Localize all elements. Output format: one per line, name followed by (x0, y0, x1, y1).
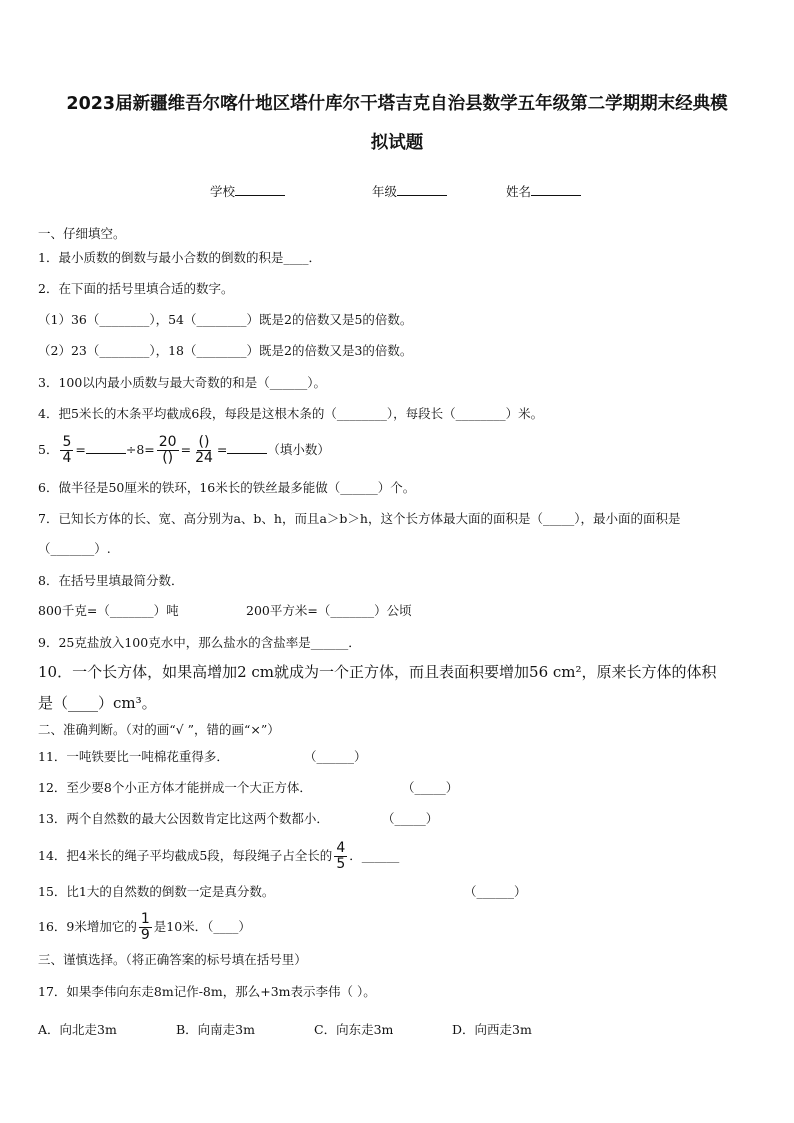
question-13: 13．两个自然数的最大公因数肯定比这两个数都小． (38, 811, 329, 826)
exam-title-line1: 2023届新疆维吾尔喀什地区塔什库尔干塔吉克自治县数学五年级第二学期期末经典模 (66, 94, 728, 114)
question-12-answer[interactable]: （_____） (402, 780, 459, 795)
question-10-line2: 是（____）cm³。 (38, 694, 157, 712)
fraction-blank-24: $\frac{()}{24}$ (195, 434, 213, 466)
section-choice: 三、谨慎选择。（将正确答案的标号填在括号里） (38, 952, 307, 967)
question-11-answer[interactable]: （______） (304, 749, 367, 764)
question-7-line1: 7．已知长方体的长、宽、高分别为a、b、h，而且a＞b＞h，这个长方体最大面的面积是（_____），最小面的面积是 (38, 511, 681, 526)
question-4: 4．把5米长的木条平均截成6段，每段是这根木条的（________），每段长（________）米。 (38, 406, 544, 421)
question-8-part-a: 800千克=（_______）吨 (38, 603, 179, 618)
question-2: 2．在下面的括号里填合适的数字。 (38, 281, 234, 296)
name-label: 姓名 (506, 184, 532, 199)
grade-label: 年级 (372, 184, 398, 199)
fraction-5-4: $\frac{5}{4}$ (62, 434, 72, 466)
fraction-4-5: $\frac{4}{5}$ (336, 840, 346, 872)
question-6: 6．做半径是50厘米的铁环，16米长的铁丝最多能做（______）个。 (38, 480, 416, 495)
question-7-line2: （_______）. (38, 541, 111, 556)
question-15-answer[interactable]: （______） (464, 884, 527, 899)
question-11: 11．一吨铁要比一吨棉花重得多． (38, 749, 229, 764)
section-fill-in: 一、仔细填空。 (38, 226, 126, 241)
question-9: 9．25克盐放入100克水中，那么盐水的含盐率是______． (38, 635, 361, 650)
question-2-part-2: （2）23（________），18（________）既是2的倍数又是3的倍数。 (38, 343, 413, 358)
question-3: 3．100以内最小质数与最大奇数的和是（______）。 (38, 375, 327, 390)
name-field[interactable] (506, 182, 581, 200)
question-14: 14．把4米长的绳子平均截成5段，每段绳子占全长的 $\frac{4}{5}$ ．______ (38, 840, 400, 872)
section-judge: 二、准确判断。（对的画“√ ”，错的画“×”） (38, 722, 280, 737)
question-10-line1: 10．一个长方体，如果高增加2 cm就成为一个正方体，而且表面积要增加56 cm²，原来长方体的体积 (38, 663, 717, 681)
question-16: 16．9米增加它的 $\frac{1}{9}$ 是10米．（____） (38, 911, 251, 943)
question-12: 12．至少要8个小正方体才能拼成一个大正方体． (38, 780, 312, 795)
question-5: 5． $\frac{5}{4}$ = ÷8= $\frac{20}{()}$ = $\frac{()}{24}$ = （填小数） (38, 434, 330, 466)
exam-title-line2: 拟试题 (370, 133, 424, 153)
question-15: 15．比1大的自然数的倒数一定是真分数。 (38, 884, 275, 899)
question-17: 17．如果李伟向东走8m记作-8m，那么+3m表示李伟（ ）。 (38, 984, 376, 999)
option-c[interactable]: C．向东走3m (314, 1022, 394, 1037)
fraction-1-9: $\frac{1}{9}$ (140, 911, 150, 943)
fraction-20-blank: $\frac{20}{()}$ (158, 434, 177, 466)
question-1: 1．最小质数的倒数与最小合数的倒数的积是____． (38, 250, 321, 265)
question-13-answer[interactable]: （_____） (382, 811, 439, 826)
grade-field[interactable] (372, 182, 447, 200)
option-d[interactable]: D．向西走3m (452, 1022, 532, 1037)
school-label: 学校 (210, 184, 236, 199)
option-b[interactable]: B．向南走3m (176, 1022, 255, 1037)
school-field[interactable] (210, 182, 285, 200)
question-8: 8．在括号里填最简分数． (38, 573, 184, 588)
option-a[interactable]: A．向北走3m (38, 1022, 117, 1037)
question-2-part-1: （1）36（________），54（________）既是2的倍数又是5的倍数。 (38, 312, 413, 327)
question-8-part-b: 200平方米=（_______）公顷 (246, 603, 412, 618)
